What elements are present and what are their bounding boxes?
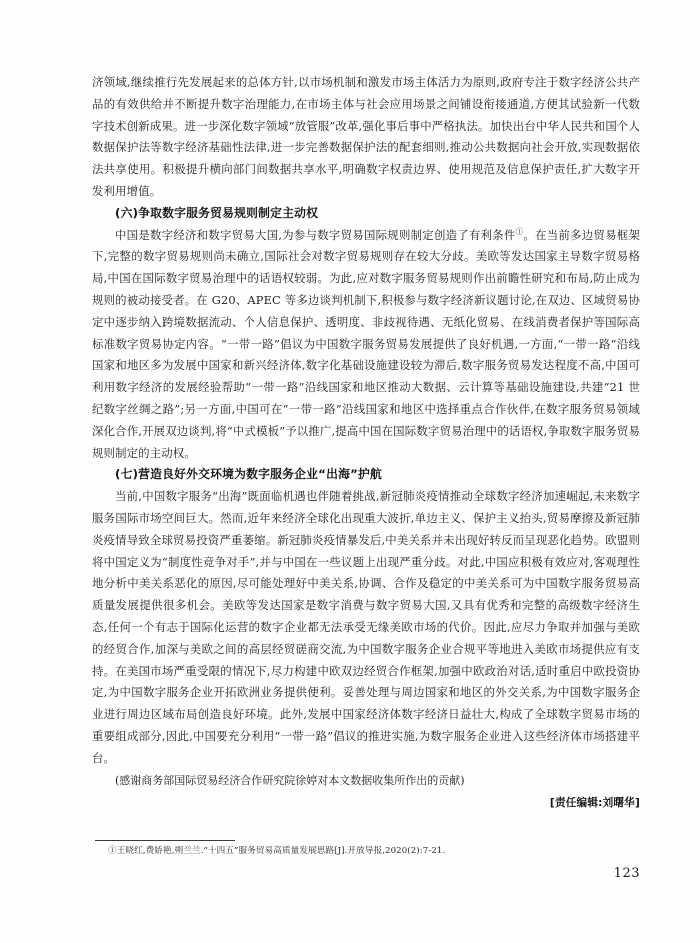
section-heading-six: (六)争取数字服务贸易规则制定主动权 xyxy=(115,205,319,220)
footnote-reference-marker[interactable]: ① xyxy=(515,226,524,236)
footnote-separator-rule xyxy=(95,840,235,841)
paragraph-six-text-before-footnote: 中国是数字经济和数字贸易大国,为参与数字贸易国际规则制定创造了有利条件 xyxy=(115,227,516,242)
footnote-entry: ①王晓红,费娇艳,朔兰兰.“十四五”服务贸易高质量发展思路[J].开放导报,2020(2):7-21. xyxy=(108,846,446,856)
paragraph-section-seven: 当前,中国数字服务“出海”既面临机遇也伴随着挑战,新冠肺炎疫情推动全球数字经济加速崛起,未来数字服务国际市场空间巨大。然而,近年来经济全球化出现重大波折,单边主义、保护主义抬头,贸易摩擦及新冠肺炎疫情导致全球贸易投资严重萎缩。新冠肺炎疫情暴发后,中美关系并未出现好转反而呈现恶化趋势。欧盟则将中国定义为“制度性竞争对手”,并与中国在一些议题上出现严重分歧。对此,中国应积极有效应对,客观理性地分析中美关系恶化的原因,尽可能处理好中美关系,协调、合作及稳定的中美关系可为中国数字服务贸易高质量发展提供很多机会。美欧等发达国家是数字消费与数字贸易大国,又具有优秀和完整的高级数字经济生态,任何一个有志于国际化运营的数字企业都无法承受无缘美欧市场的代价。因此,应尽力争取并加强与美欧的经贸合作,加深与美欧之间的高层经贸磋商交流,为中国数字服务企业合规平等地进入美欧市场提供应有支持。在美国市场严重受限的情况下,尽力构建中欧双边经贸合作框架,加强中欧政治对话,适时重启中欧投资协定,为中国数字服务企业开拓欧洲业务提供便利。妥善处理与周边国家和地区的外交关系,为中国数字服务企业进行周边区域布局创造良好环境。此外,发展中国家经济体数字经济日益壮大,构成了全球数字贸易市场的重要组成部分,因此,中国要充分利用“一带一路”倡议的推进实施,为数字服务企业进入这些经济体市场搭建平台。 xyxy=(92,489,640,765)
acknowledgment-note: (感谢商务部国际贸易经济合作研究院徐婷对本文数据收集所作出的贡献) xyxy=(115,773,465,787)
paragraph-section-six xyxy=(92,225,640,465)
section-heading-seven: (七)营造良好外交环境为数字服务企业“出海”护航 xyxy=(115,467,383,482)
responsible-editor-label: [责任编辑:刘曙华] xyxy=(549,797,640,809)
paragraph-continued: 济领域,继续推行先发展起来的总体方针,以市场机制和激发市场主体活力为原则,政府专注于数字经济公共产品的有效供给并不断提升数字治理能力,在市场主体与社会应用场景之间铺设衔接通道,方便其试验新一代数字技术创新成果。进一步深化数字领域“放管服”改革,强化事后事中严格执法。加快出台中华人民共和国个人数据保护法等数字经济基础性法律,进一步完善数据保护法的配套细则,推动公共数据向社会开放,实现数据依法共享使用。积极提升横向部门间数据共享水平,明确数字权责边界、使用规范及信息保护责任,扩大数字开发利用增值。 xyxy=(92,75,640,198)
page-number: 123 xyxy=(613,866,640,881)
paragraph-six-text-after-footnote: 。在当前多边贸易框架下,完整的数字贸易规则尚未确立,国际社会对数字贸易规则存在较大分歧。美欧等发达国家主导数字贸易格局,中国在国际数字贸易治理中的话语权较弱。为此,应对数字服务贸易规则作出前瞻性研究和布局,防止成为规则的被动接受者。在 G20、APEC 等多边谈判机制下,积极参与数字经济新议题讨论,在双边、区域贸易协定中逐步纳入跨境数据流动、个人信息保护、透明度、非歧视待遇、无纸化贸易、在线消费者保护等国际高标准数字贸易协定内容。“一带一路”倡议为中国数字服务贸易发展提供了良好机遇,一方面,“一带一路”沿线国家和地区多为发展中国家和新兴经济体,数字化基础设施建设较为滞后,数字服务贸易发达程度不高,中国可利用数字经济的发展经验帮助“一带一路”沿线国家和地区推动大数据、云计算等基础设施建设,共建“21 世纪数字丝绸之路”;另一方面,中国可在“一带一路”沿线国家和地区中选择重点合作伙伴,在数字服务贸易领域深化合作,开展双边谈判,将“中式模板”予以推广,提高中国在国际数字贸易治理中的话语权,争取数字服务贸易规则制定的主动权。 xyxy=(92,227,640,460)
page-content-column xyxy=(92,72,640,791)
